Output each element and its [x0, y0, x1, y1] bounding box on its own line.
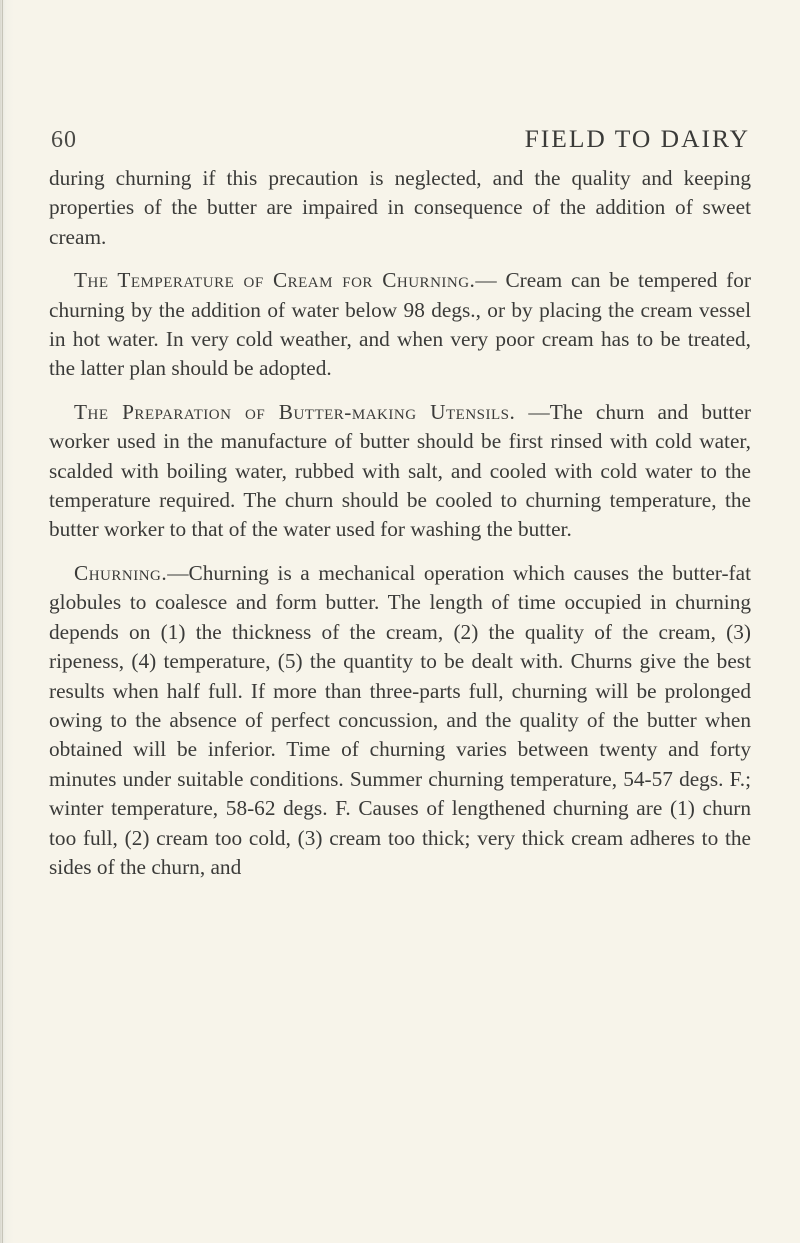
page-gutter [0, 0, 22, 1243]
page-body [49, 164, 751, 896]
paragraph-text: during churning if this precaution is neglected, and the quality and keeping properties of the butter are impaired in consequence of the addition of sweet cream. [49, 166, 751, 249]
binding-edge [2, 0, 3, 1243]
section-heading-cream-temperature: The Temperature of Cream for Churning. [74, 268, 476, 293]
page-number: 60 [51, 127, 77, 153]
paragraph-cream-temperature [49, 266, 751, 384]
section-heading-churning: Churning. [74, 560, 168, 585]
paragraph-continuation [49, 164, 751, 252]
section-heading-utensils: The Preparation of Butter-making Utensils. [74, 399, 516, 424]
paragraph-churning [49, 559, 751, 882]
paragraph-utensils [49, 398, 751, 545]
paragraph-text: —The churn and butter worker used in the manufacture of butter should be first rinsed with cold water, scalded with boiling water, rubbed with salt, and cooled with cold water to the temperature required. The churn should be cooled to churning temperature, the butter worker to that of the water used for washing the butter. [49, 399, 751, 542]
paragraph-text: — Cream can be tempered for churning by the addition of water below 98 degs., or by placing the cream vessel in hot water. In very cold weather, and when very poor cream has to be treated, the latter plan should be adopted. [49, 268, 751, 381]
running-title: FIELD TO DAIRY [524, 124, 750, 153]
paragraph-text: —Churning is a mechanical operation which causes the butter-fat globules to coalesce and form butter. The length of time occupied in churning depends on (1) the thickness of the cream, (2) the quality of the cream, (3) ripeness, (4) temperature, (5) the quantity to be dealt with. Churns give the best results when half full. If more than three-parts full, churning will be prolonged owing to the absence of perfect concussion, and the quality of the butter when obtained will be inferior. Time of churning varies between twenty and forty minutes under suitable conditions. Summer churning temperature, 54-57 degs. F.; winter temperature, 58-62 degs. F. Causes of lengthened churning are (1) churn too full, (2) cream too cold, (3) cream too thick; very thick cream adheres to the sides of the churn, and [49, 560, 751, 879]
